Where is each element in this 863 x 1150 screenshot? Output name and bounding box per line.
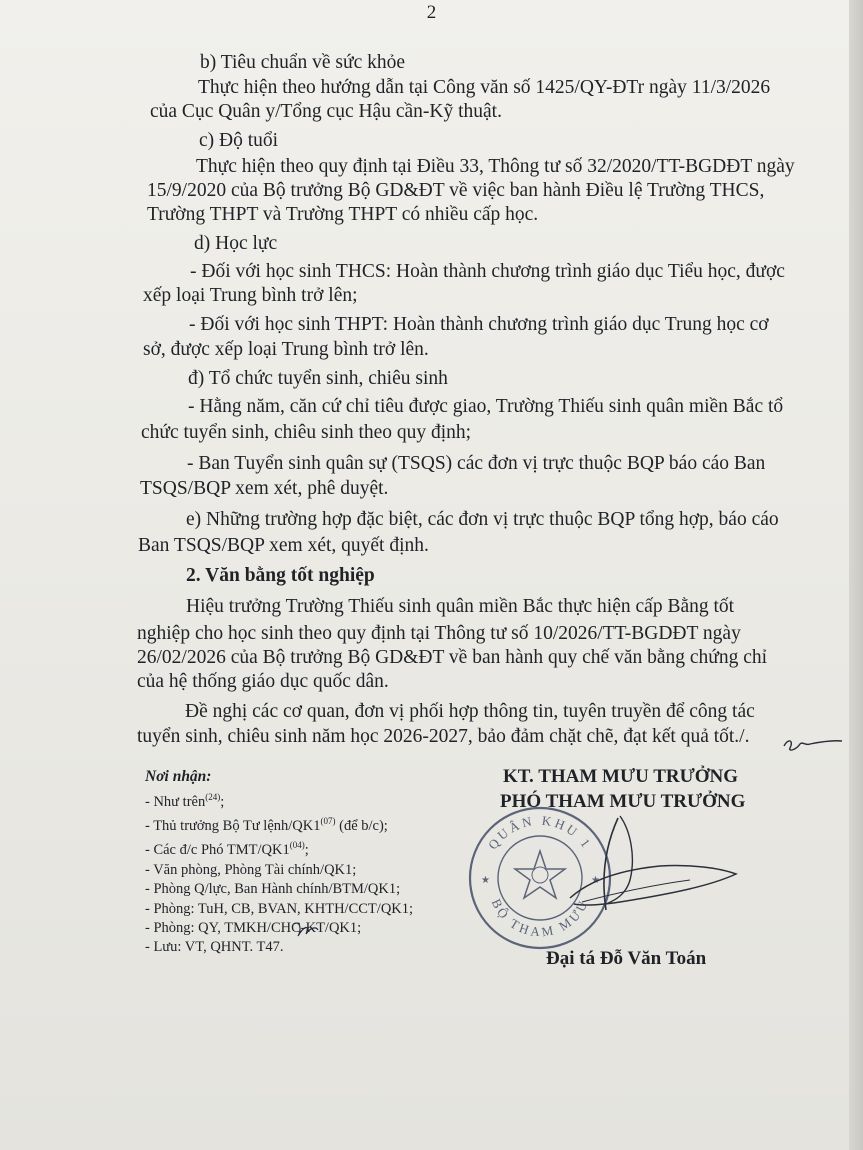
signature-title-1: KT. THAM MƯU TRƯỞNG bbox=[503, 766, 739, 787]
initial-mark-icon bbox=[292, 918, 320, 944]
para-d-body-4: sở, được xếp loại Trung bình trở lên. bbox=[143, 339, 429, 360]
para-d-body-1: - Đối với học sinh THCS: Hoàn thành chương trình giáo dục Tiểu học, được bbox=[190, 261, 785, 282]
handwritten-signature-icon bbox=[560, 810, 740, 920]
para-b-title: b) Tiêu chuẩn về sức khỏe bbox=[200, 52, 405, 73]
para-dd-body-1: - Hằng năm, căn cứ chỉ tiêu được giao, Trường Thiếu sinh quân miền Bắc tổ bbox=[188, 396, 784, 417]
para-d-body-3: - Đối với học sinh THPT: Hoàn thành chương trình giáo dục Trung học cơ bbox=[189, 314, 769, 335]
para-c-title: c) Độ tuổi bbox=[199, 130, 279, 151]
para-s2-body-4: của hệ thống giáo dục quốc dân. bbox=[137, 671, 389, 692]
recipient-item: - Các đ/c Phó TMT/QK1$^{(04)}$; bbox=[145, 840, 309, 859]
para-b-body-2: của Cục Quân y/Tổng cục Hậu cần-Kỹ thuật. bbox=[150, 101, 502, 122]
para-dd-title: đ) Tổ chức tuyển sinh, chiêu sinh bbox=[188, 368, 448, 389]
para-s2-body-2: nghiệp cho học sinh theo quy định tại Thông tư số 10/2026/TT-BGDĐT ngày bbox=[137, 623, 741, 644]
para-e-body-1: e) Những trường hợp đặc biệt, các đơn vị trực thuộc BQP tổng hợp, báo cáo bbox=[186, 509, 779, 530]
recipients-title: Nơi nhận: bbox=[145, 768, 212, 785]
para-dd-body-2: chức tuyển sinh, chiêu sinh theo quy định; bbox=[141, 422, 472, 443]
para-s2-body-3: 26/02/2026 của Bộ trưởng Bộ GD&ĐT về ban hành quy chế văn bằng chứng chỉ bbox=[137, 647, 768, 668]
para-c-body-2: 15/9/2020 của Bộ trưởng Bộ GD&ĐT về việc ban hành Điều lệ Trường THCS, bbox=[147, 180, 765, 201]
para-c-body-3: Trường THPT và Trường THPT có nhiều cấp học. bbox=[147, 204, 539, 225]
recipient-item: - Như trên$^{(24)}$; bbox=[145, 792, 225, 810]
para-closing-1: Đề nghị các cơ quan, đơn vị phối hợp thông tin, tuyên truyền để công tác bbox=[185, 701, 755, 722]
para-b-body-1: Thực hiện theo hướng dẫn tại Công văn số 1425/QY-ĐTr ngày 11/3/2026 bbox=[198, 77, 771, 98]
para-s2-body-1: Hiệu trưởng Trường Thiếu sinh quân miền Bắc thực hiện cấp Bằng tốt bbox=[186, 596, 735, 617]
signer-name: Đại tá Đỗ Văn Toán bbox=[546, 948, 707, 969]
para-d-body-2: xếp loại Trung bình trở lên; bbox=[143, 285, 358, 306]
recipient-item: - Phòng: QY, TMKH/CHC-KT/QK1; bbox=[145, 919, 362, 936]
initial-mark-icon bbox=[780, 730, 844, 756]
signature-title-2: PHÓ THAM MƯU TRƯỞNG bbox=[500, 791, 746, 812]
recipient-item: - Phòng Q/lực, Ban Hành chính/BTM/QK1; bbox=[145, 881, 401, 898]
svg-text:★: ★ bbox=[481, 875, 490, 886]
para-dd-body-3: - Ban Tuyển sinh quân sự (TSQS) các đơn vị trực thuộc BQP báo cáo Ban bbox=[187, 453, 766, 474]
svg-text:★: ★ bbox=[591, 875, 600, 886]
page-number: 2 bbox=[426, 2, 437, 23]
page-edge-shadow bbox=[849, 0, 863, 1150]
para-dd-body-4: TSQS/BQP xem xét, phê duyệt. bbox=[140, 478, 389, 499]
recipient-item: - Thủ trưởng Bộ Tư lệnh/QK1$^{(07)}$ (để b/c); bbox=[145, 816, 388, 835]
para-d-title: d) Học lực bbox=[194, 233, 278, 254]
para-closing-2: tuyển sinh, chiêu sinh năm học 2026-2027, bảo đảm chặt chẽ, đạt kết quả tốt./. bbox=[137, 726, 750, 747]
para-e-body-2: Ban TSQS/BQP xem xét, quyết định. bbox=[138, 535, 429, 556]
para-c-body-1: Thực hiện theo quy định tại Điều 33, Thông tư số 32/2020/TT-BGDĐT ngày bbox=[196, 156, 795, 177]
section-2-title: 2. Văn bằng tốt nghiệp bbox=[186, 565, 375, 586]
recipient-item: - Lưu: VT, QHNT. T47. bbox=[145, 939, 284, 956]
seal-text-top: QUÂN KHU 1 bbox=[484, 812, 596, 853]
recipients-list bbox=[145, 788, 413, 958]
recipient-item: - Phòng: TuH, CB, BVAN, KHTH/CCT/QK1; bbox=[145, 900, 414, 917]
recipient-item: - Văn phòng, Phòng Tài chính/QK1; bbox=[145, 861, 357, 878]
seal-text-bottom: BỘ THAM MƯU bbox=[488, 896, 592, 940]
